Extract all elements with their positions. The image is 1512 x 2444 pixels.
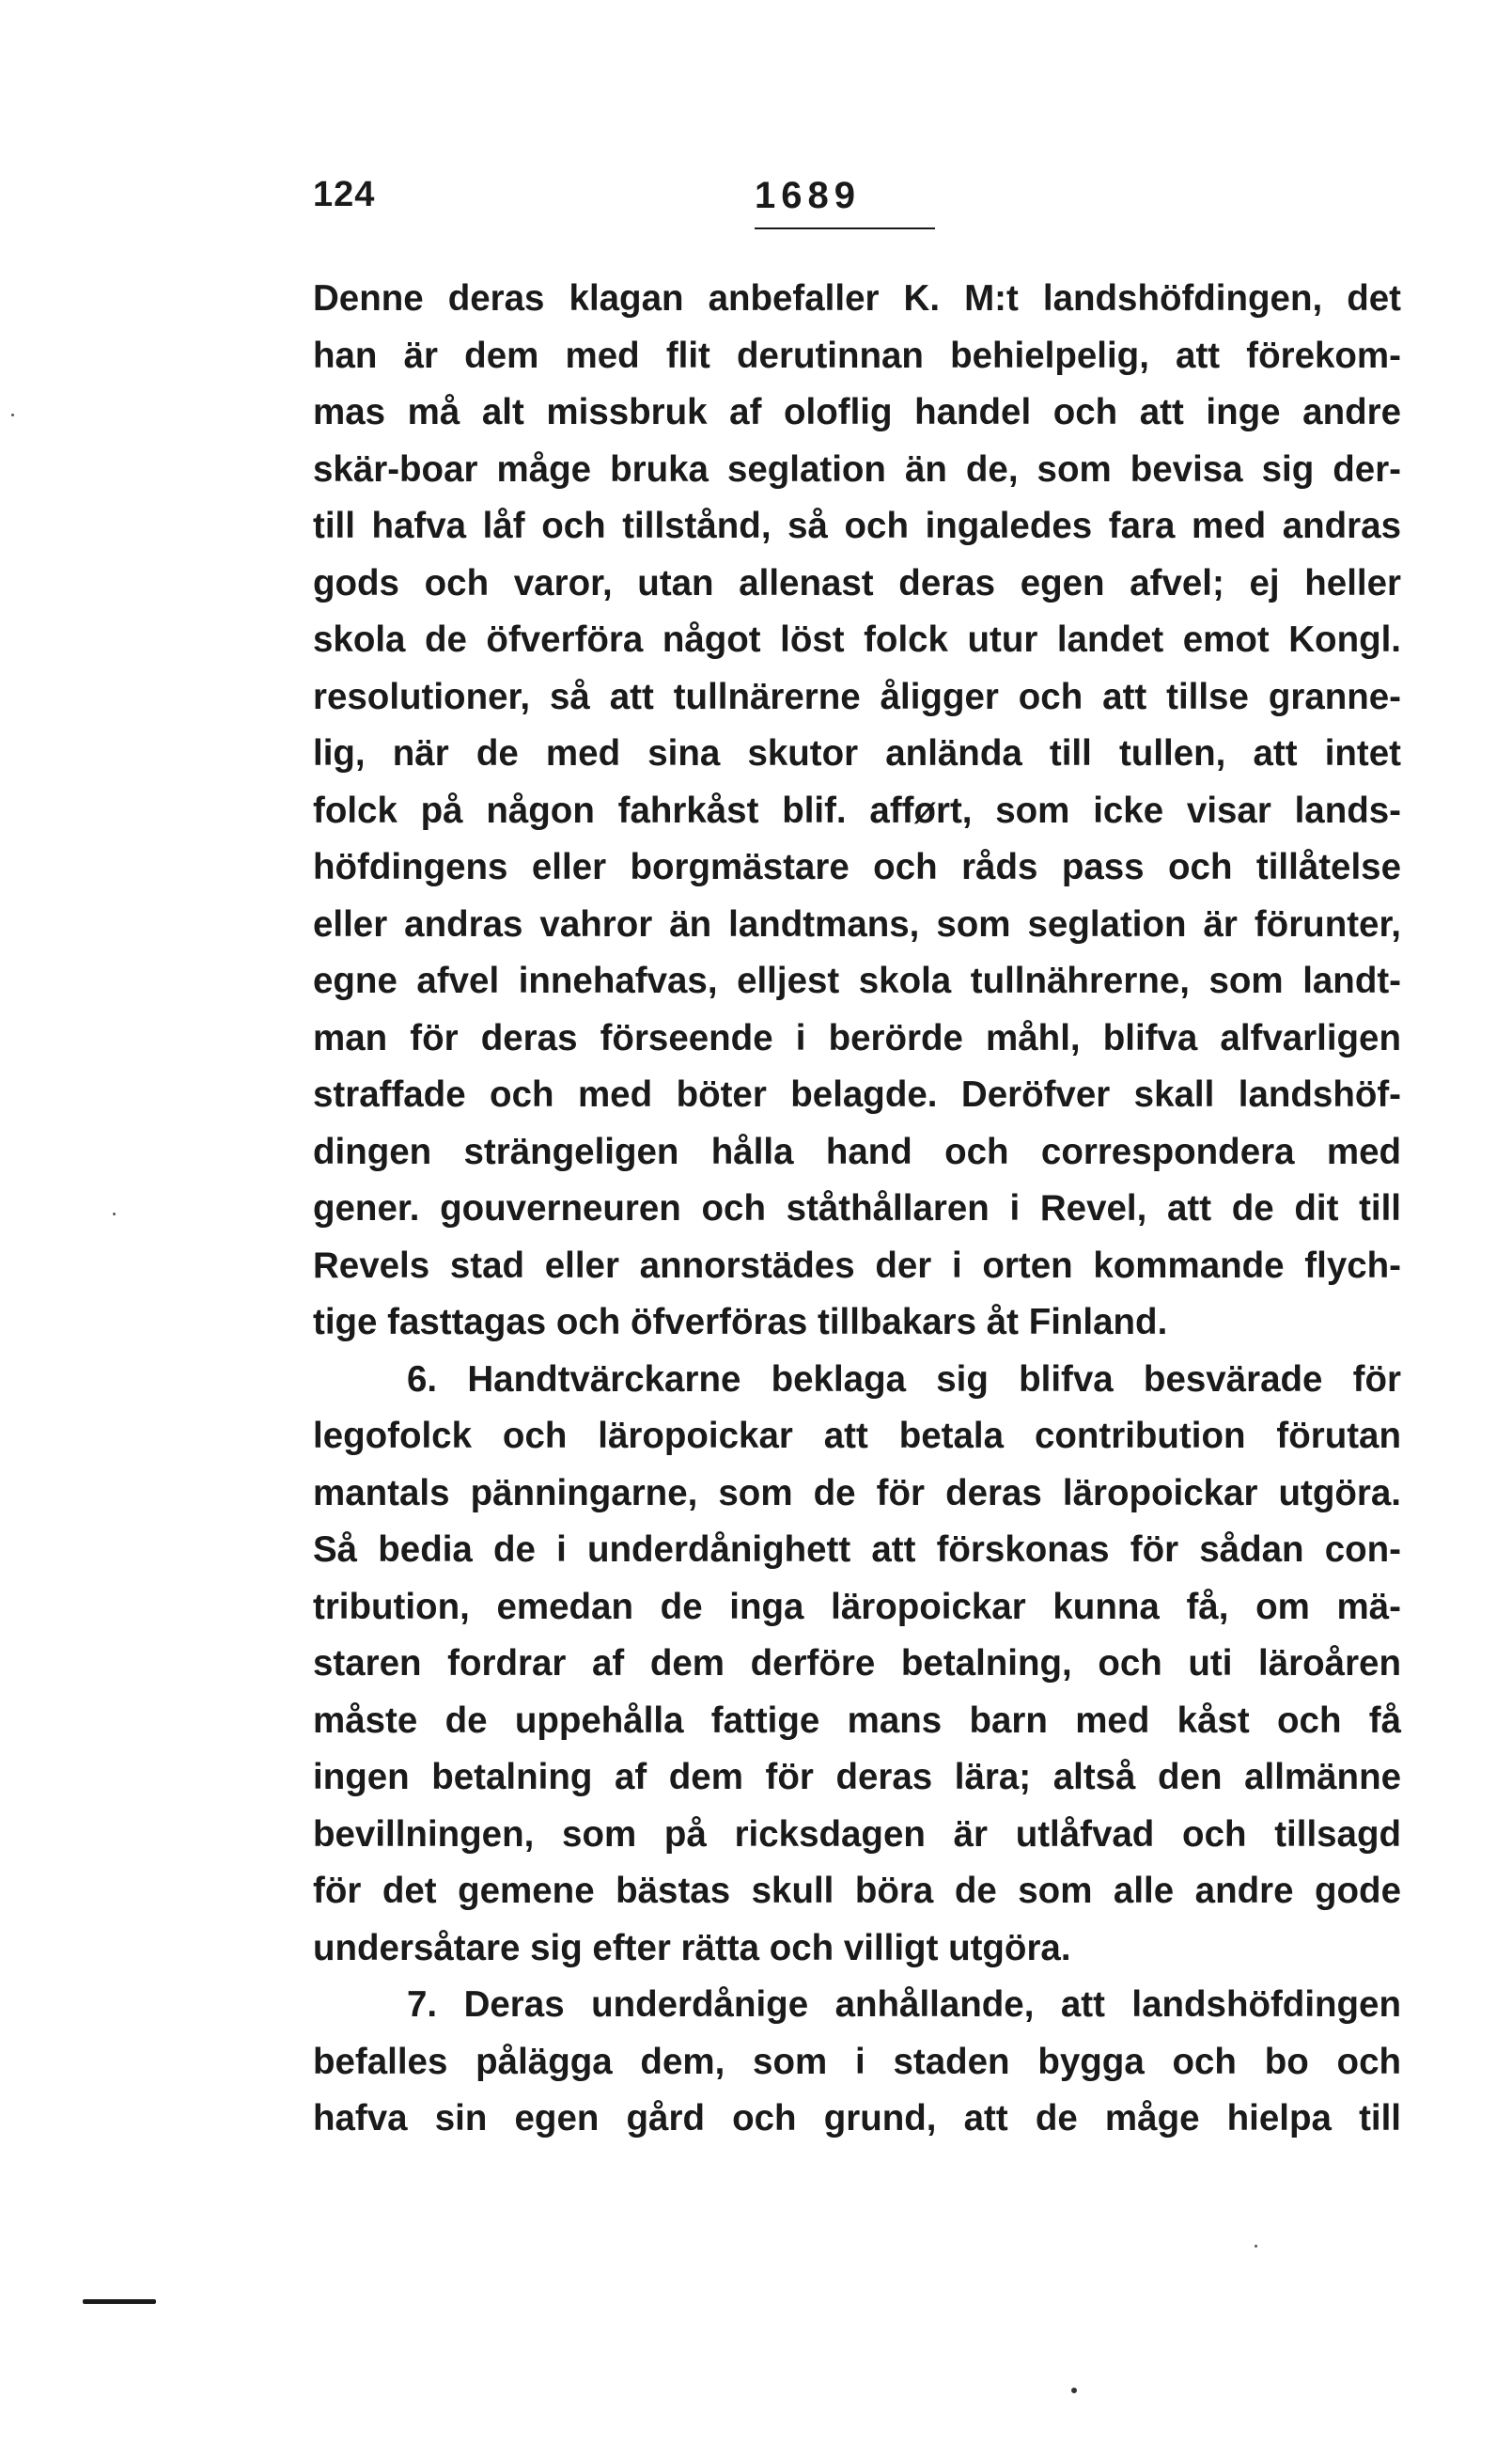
text-line: 7. Deras underdånige anhållande, att landshöfdingen [407, 1984, 1401, 2025]
text-line: höfdingens eller borgmästare och råds pass och tillåtelse [313, 847, 1401, 887]
page-header [313, 175, 971, 231]
text-line: skär-boar måge bruka seglation än de, som bevisa sig der- [313, 448, 1401, 490]
text-line: ingen betalning af dem för deras lära; altså den allmänne [313, 1757, 1401, 1797]
text-line: tige fasttagas och öfverföras tillbakars åt Finland. [313, 1302, 1168, 1342]
text-line: straffade och med böter belagde. Deröfver skall landshöf- [313, 1074, 1401, 1115]
speck-mark [113, 1213, 116, 1215]
text-line: måste de uppehålla fattige mans barn med kåst och få [313, 1700, 1401, 1741]
speck-mark [1255, 2245, 1257, 2248]
page-number: 124 [313, 175, 376, 214]
text-line: mantals pänningarne, som de för deras läropoickar utgöra. [313, 1472, 1401, 1513]
text-line: undersåtare sig efter rätta och villigt utgöra. [313, 1927, 1071, 1968]
text-line: till hafva låf och tillstånd, så och ingaledes fara med andras [313, 506, 1401, 546]
text-line: eller andras vahror än landtmans, som seglation är förunter, [313, 903, 1401, 945]
margin-dash-mark [83, 2299, 156, 2304]
text-line: hafva sin egen gård och grund, att de måge hielpa till [313, 2098, 1401, 2138]
text-line: 6. Handtvärckarne beklaga sig blifva besvärade för [407, 1358, 1401, 1400]
text-line: lig, när de med sina skutor anlända till tullen, att intet [313, 733, 1401, 774]
text-line: legofolck och läropoickar att betala contribution förutan [313, 1416, 1401, 1456]
text-line: bevillningen, som på ricksdagen är utlåfvad och tillsagd [313, 1813, 1401, 1855]
text-line: man för deras förseende i berörde måhl, blifva alfvarligen [313, 1017, 1401, 1058]
margin-dot-mark [1071, 2388, 1077, 2393]
text-line: resolutioner, så att tullnärerne åligger och att tillse granne- [313, 676, 1401, 717]
text-line: dingen strängeligen hålla hand och correspondera med [313, 1131, 1401, 1172]
text-line: tribution, emedan de inga läropoickar kunna få, om mä- [313, 1586, 1401, 1627]
text-line: Revels stad eller annorstädes der i orten kommande flych- [313, 1245, 1401, 1286]
speck-mark [11, 414, 14, 416]
text-line: Denne deras klagan anbefaller K. M:t landshöfdingen, det [313, 278, 1401, 319]
text-line: han är dem med flit derutinnan behielpelig, att förekom- [313, 335, 1401, 376]
text-line: egne afvel innehafvas, elljest skola tullnährerne, som landt- [313, 961, 1401, 1001]
text-line: för det gemene bästas skull böra de som alle andre gode [313, 1871, 1401, 1911]
running-head-year: 1689 [755, 175, 861, 216]
text-line: skola de öfverföra något löst folck utur landet emot Kongl. [313, 619, 1401, 660]
body-text [313, 271, 1401, 2148]
text-line: mas må alt missbruk af oloflig handel och att inge andre [313, 392, 1401, 432]
text-line: gener. gouverneuren och ståthållaren i Revel, att de dit till [313, 1188, 1401, 1229]
header-underline [755, 227, 935, 229]
text-line: Så bedia de i underdånighett att förskonas för sådan con- [313, 1529, 1401, 1570]
text-line: folck på någon fahrkåst blif. afført, som icke visar lands- [313, 790, 1401, 831]
text-line: gods och varor, utan allenast deras egen afvel; ej heller [313, 562, 1401, 603]
text-line: staren fordrar af dem derföre betalning, och uti läroåren [313, 1643, 1401, 1684]
text-line: befalles pålägga dem, som i staden bygga och bo och [313, 2041, 1401, 2082]
